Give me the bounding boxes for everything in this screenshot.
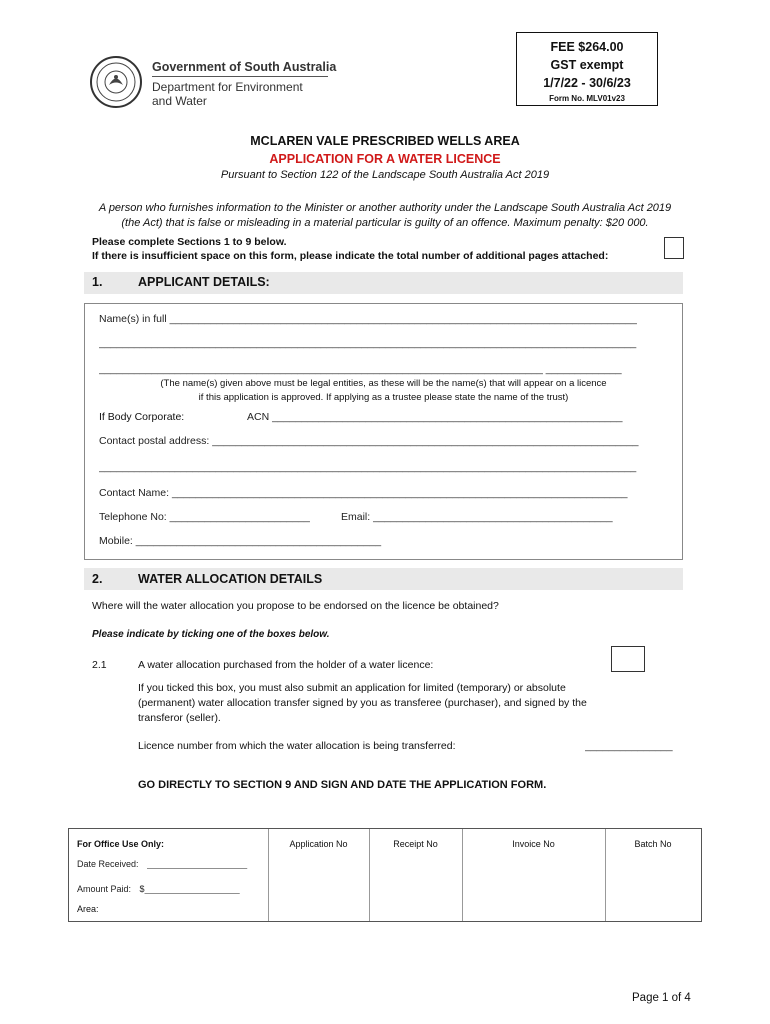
details-line-1: If you ticked this box, you must also submit an application for limited (temporary) or absolute [138, 682, 566, 694]
amount-paid-label: Amount Paid: [77, 884, 132, 894]
section-1-header [84, 272, 683, 294]
receipt-no-header: Receipt No [393, 839, 438, 849]
gst-status: GST exempt [550, 58, 624, 72]
contact-name-field[interactable]: Contact Name: ______________________________________________________________________________ [99, 487, 628, 499]
header-divider [152, 76, 328, 77]
postal-address-field[interactable]: Contact postal address: _________________________________________________________________________ [99, 435, 639, 447]
names-line-3[interactable]: ____________________________________________________________________________ _____________ [99, 363, 622, 375]
additional-pages-box[interactable] [664, 237, 684, 259]
page-number: Page 1 of 4 [632, 992, 691, 1004]
warning-line-1: A person who furnishes information to the Minister or another authority under the Landscape South Australia Act 2019 [98, 202, 672, 214]
item-2-1-details [138, 681, 668, 726]
item-2-1-text: A water allocation purchased from the holder of a water licence: [138, 659, 434, 671]
amount-paid-field[interactable]: Amount Paid: $___________________ [77, 884, 240, 894]
telephone-field[interactable]: Telephone No: ________________________ [99, 511, 310, 523]
department-line-1: Department for Environment [152, 80, 303, 94]
details-line-2: (permanent) water allocation transfer signed by you as transferee (purchaser), and signed by the [138, 697, 587, 709]
names-note [85, 377, 682, 405]
licence-number-field[interactable]: _______________ [585, 740, 673, 752]
names-label: Name(s) in full [99, 313, 167, 325]
pursuant-subtitle: Pursuant to Section 122 of the Landscape South Australia Act 2019 [220, 169, 550, 181]
body-corporate-label: If Body Corporate: [99, 411, 185, 423]
postal-address-label: Contact postal address: [99, 435, 210, 447]
details-line-3: transferor (seller). [138, 712, 221, 724]
fee-period: 1/7/22 - 30/6/23 [543, 76, 631, 90]
invoice-no-header: Invoice No [512, 839, 555, 849]
licence-number-label: Licence number from which the water allocation is being transferred: [138, 740, 456, 752]
offence-warning [60, 201, 710, 231]
contact-name-label: Contact Name: [99, 487, 170, 499]
item-2-1-number: 2.1 [92, 659, 107, 671]
department-name [152, 80, 342, 108]
email-label: Email: [341, 511, 371, 523]
form-number: Form No. MLV01v23 [549, 94, 625, 103]
acn-field[interactable]: ACN ____________________________________________________________ [247, 411, 623, 423]
item-2-1-checkbox[interactable] [611, 646, 645, 672]
instruction-additional-pages: If there is insufficient space on this form, please indicate the total number of additional pages attached: [92, 250, 609, 262]
mobile-field[interactable]: Mobile: __________________________________________ [99, 535, 382, 547]
application-no-header: Application No [289, 839, 348, 849]
section-2-header [84, 568, 683, 590]
applicant-details-box [84, 303, 683, 560]
telephone-label: Telephone No: [99, 511, 167, 523]
amount-prefix: $ [139, 884, 145, 894]
tick-instruction: Please indicate by ticking one of the boxes below. [92, 629, 330, 640]
acn-label: ACN [247, 411, 270, 423]
office-use-table [68, 828, 702, 922]
section-1-title: APPLICANT DETAILS: [138, 275, 270, 289]
area-label: Area: [77, 904, 99, 914]
date-received-label: Date Received: [77, 859, 139, 869]
date-received-field[interactable]: Date Received: ____________________ [77, 859, 248, 869]
section-2-title: WATER ALLOCATION DETAILS [138, 572, 323, 586]
office-use-title: For Office Use Only: [77, 839, 165, 849]
names-field[interactable]: Name(s) in full ________________________________________________________________________________ [99, 313, 637, 325]
batch-no-header: Batch No [634, 839, 672, 849]
allocation-question: Where will the water allocation you propose to be endorsed on the licence be obtained? [92, 600, 499, 612]
go-directly-instruction: GO DIRECTLY TO SECTION 9 AND SIGN AND DATE THE APPLICATION FORM. [138, 779, 547, 791]
section-2-number: 2. [92, 572, 103, 586]
warning-line-2: (the Act) that is false or misleading in a material particular is guilty of an offence. Maximum penalty: $20 000. [121, 217, 649, 229]
names-note-line-2: if this application is approved. If applying as a trustee please state the name of the trust) [198, 392, 569, 403]
postal-address-line-2[interactable]: ____________________________________________________________________________________________ [99, 461, 637, 473]
government-name: Government of South Australia [152, 60, 337, 74]
fee-box [516, 32, 658, 106]
mobile-label: Mobile: [99, 535, 133, 547]
application-title: APPLICATION FOR A WATER LICENCE [269, 152, 501, 166]
fee-amount: FEE $264.00 [550, 40, 624, 54]
section-1-number: 1. [92, 275, 103, 289]
department-line-2: and Water [152, 94, 207, 108]
email-field[interactable]: Email: _________________________________________ [341, 511, 613, 523]
sa-government-seal [90, 56, 142, 108]
instruction-sections: Please complete Sections 1 to 9 below. [92, 236, 287, 248]
names-line-2[interactable]: ____________________________________________________________________________________________ [99, 337, 637, 349]
names-note-line-1: (The name(s) given above must be legal entities, as these will be the name(s) that will appear on a licence [160, 378, 607, 389]
area-title: MCLAREN VALE PRESCRIBED WELLS AREA [250, 134, 520, 148]
